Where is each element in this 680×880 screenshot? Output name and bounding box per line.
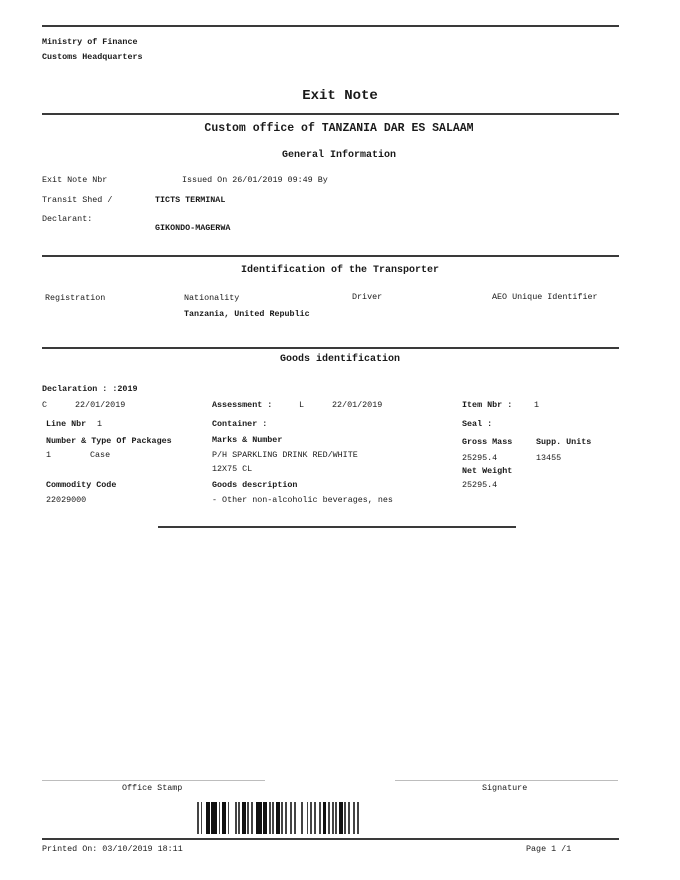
- gross-mass-label: Gross Mass: [462, 437, 513, 447]
- seal-label: Seal :: [462, 419, 493, 429]
- col-driver: Driver: [352, 292, 383, 302]
- line-nbr-label: Line Nbr: [46, 419, 87, 429]
- packages-label: Number & Type Of Packages: [46, 436, 172, 446]
- general-info-rule: [42, 255, 619, 257]
- container-label: Container :: [212, 419, 268, 429]
- assessment-date: 22/01/2019: [332, 400, 383, 410]
- item-nbr-label: Item Nbr :: [462, 400, 513, 410]
- title-rule: [42, 113, 619, 115]
- gross-mass-value: 25295.4: [462, 453, 498, 463]
- declarant-label: Declarant:: [42, 214, 93, 224]
- commodity-code-label: Commodity Code: [46, 480, 117, 490]
- top-rule: [42, 25, 619, 27]
- ministry-label: Ministry of Finance: [42, 37, 138, 47]
- declarant-value: GIKONDO-MAGERWA: [155, 223, 231, 233]
- goods-description-label: Goods description: [212, 480, 298, 490]
- col-nationality: Nationality: [184, 293, 240, 303]
- goods-description-value: - Other non-alcoholic beverages, nes: [212, 495, 393, 505]
- exit-note-label: Exit Note Nbr: [42, 175, 108, 185]
- nationality-value: Tanzania, United Republic: [184, 309, 310, 319]
- marks-line-2: 12X75 CL: [212, 464, 253, 474]
- declaration-date: 22/01/2019: [75, 400, 126, 410]
- barcode-bar: [359, 802, 361, 834]
- assessment-type: L: [299, 400, 305, 410]
- headquarters-label: Customs Headquarters: [42, 52, 143, 62]
- col-aeo-identifier: AEO Unique Identifier: [492, 292, 598, 302]
- custom-office-heading: Custom office of TANZANIA DAR ES SALAAM: [204, 122, 474, 135]
- net-weight-label: Net Weight: [462, 466, 513, 476]
- signature-label: Signature: [482, 783, 528, 793]
- barcode: [197, 802, 451, 834]
- document-title: Exit Note: [302, 88, 378, 104]
- transporter-heading: Identification of the Transporter: [240, 265, 440, 276]
- line-nbr-value: 1: [97, 419, 103, 429]
- declaration-label: Declaration : :2019: [42, 384, 138, 394]
- packages-count: 1: [46, 450, 52, 460]
- transit-shed-label: Transit Shed /: [42, 195, 113, 205]
- goods-heading: Goods identification: [279, 354, 401, 365]
- item-nbr-value: 1: [534, 400, 540, 410]
- marks-label: Marks & Number: [212, 435, 283, 445]
- transporter-rule: [42, 347, 619, 349]
- office-stamp-line: [42, 780, 265, 781]
- footer-rule: [42, 838, 619, 840]
- packages-type: Case: [90, 450, 111, 460]
- office-stamp-label: Office Stamp: [122, 783, 183, 793]
- general-info-heading: General Information: [281, 150, 397, 161]
- supp-units-label: Supp. Units: [536, 437, 592, 447]
- supp-units-value: 13455: [536, 453, 562, 463]
- assessment-label: Assessment :: [212, 400, 273, 410]
- goods-end-rule: [158, 526, 516, 528]
- marks-line-1: P/H SPARKLING DRINK RED/WHITE: [212, 450, 358, 460]
- printed-on-text: Printed On: 03/10/2019 18:11: [42, 844, 183, 854]
- col-registration: Registration: [45, 293, 106, 303]
- commodity-code-value: 22029000: [46, 495, 87, 505]
- signature-line: [395, 780, 618, 781]
- issued-on-text: Issued On 26/01/2019 09:49 By: [182, 175, 328, 185]
- transit-shed-value: TICTS TERMINAL: [155, 195, 226, 205]
- declaration-type: C: [42, 400, 48, 410]
- net-weight-value: 25295.4: [462, 480, 498, 490]
- page-number: Page 1 /1: [526, 844, 572, 854]
